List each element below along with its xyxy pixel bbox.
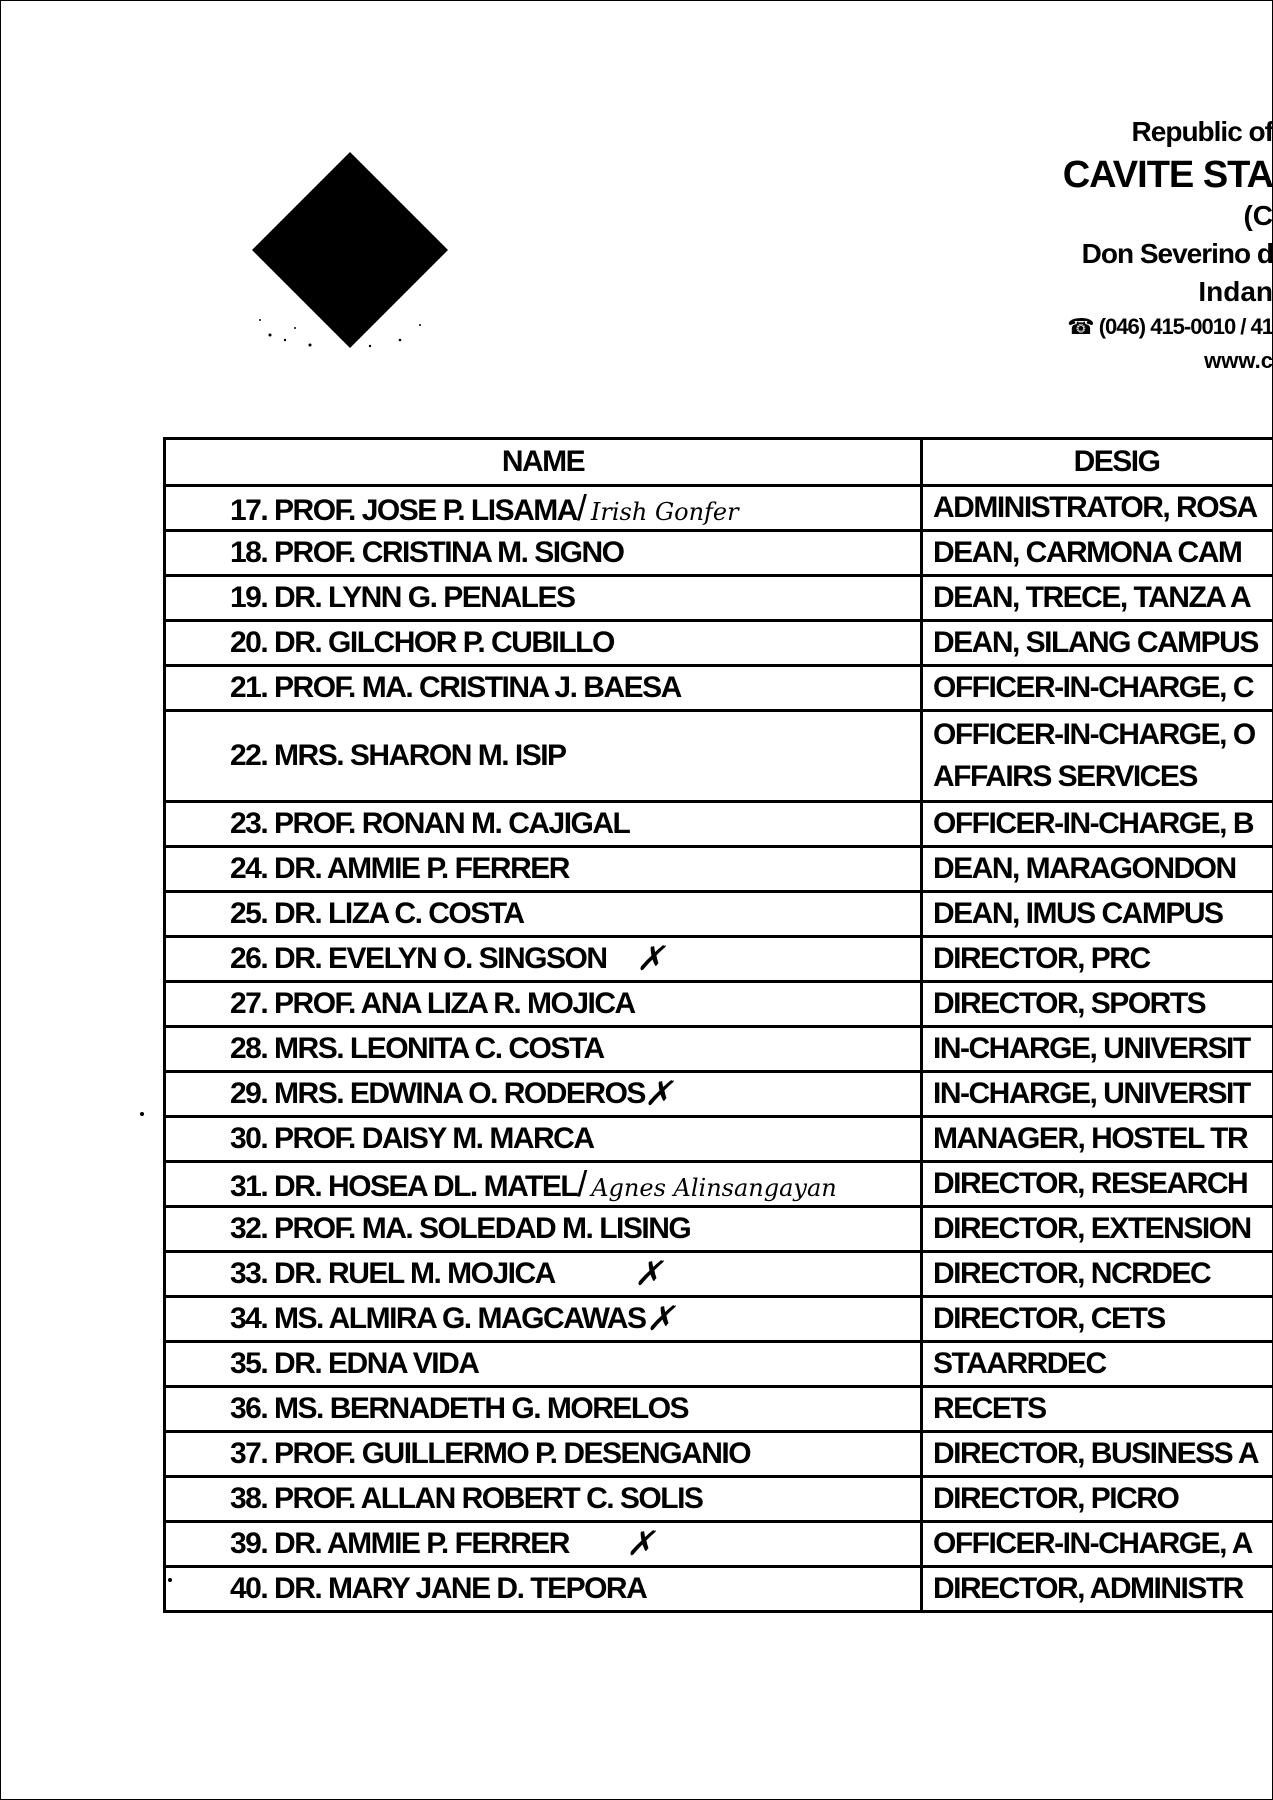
designation-cell (922, 711, 1273, 802)
attendee-name-cell (165, 711, 922, 802)
table-row (165, 1252, 1273, 1297)
stray-dot (140, 1112, 144, 1116)
attendee-name: 27. PROF. ANA LIZA R. MOJICA (230, 987, 635, 1020)
letterhead-campus: (C (1243, 200, 1273, 231)
attendee-name: 34. MS. ALMIRA G. MAGCAWAS (230, 1302, 646, 1335)
attendee-name-cell (165, 576, 922, 621)
attendee-name-cell (165, 937, 922, 982)
attendee-name: 33. DR. RUEL M. MOJICA (230, 1257, 555, 1290)
designation-text: DEAN, MARAGONDON (933, 852, 1236, 885)
letterhead-website: www.c (1204, 348, 1273, 373)
signature-divider: / (576, 487, 587, 528)
designation-cell (922, 1027, 1273, 1072)
designation-text: DIRECTOR, CETS (933, 1302, 1165, 1335)
table-row (165, 1432, 1273, 1477)
designation-text: DEAN, IMUS CAMPUS (933, 897, 1223, 930)
attendance-table (163, 437, 1273, 1613)
attendee-name: 38. PROF. ALLAN ROBERT C. SOLIS (230, 1482, 703, 1515)
attendee-name-cell (165, 1522, 922, 1567)
table-row (165, 1342, 1273, 1387)
attendee-name: 39. DR. AMMIE P. FERRER (230, 1527, 569, 1560)
table-row (165, 486, 1273, 531)
attendee-name-cell (165, 982, 922, 1027)
attendee-name: 31. DR. HOSEA DL. MATEL (230, 1170, 578, 1203)
table-row (165, 1387, 1273, 1432)
letterhead-phone: ☎ (046) 415-0010 / 41 (1067, 314, 1273, 339)
table-row (165, 847, 1273, 892)
table-row (165, 1072, 1273, 1117)
table-row (165, 666, 1273, 711)
designation-text: DIRECTOR, BUSINESS A (933, 1437, 1259, 1470)
handwritten-check-mark: ✗ (646, 1299, 675, 1339)
designation-text: IN-CHARGE, UNIVERSIT (933, 1077, 1250, 1110)
attendee-name-cell (165, 847, 922, 892)
designation-cell (922, 1162, 1273, 1207)
attendee-name: 36. MS. BERNADETH G. MORELOS (230, 1392, 689, 1425)
attendee-name-cell (165, 1117, 922, 1162)
attendee-name-cell (165, 1477, 922, 1522)
attendee-name: 37. PROF. GUILLERMO P. DESENGANIO (230, 1437, 751, 1470)
handwritten-check-mark: ✗ (626, 1524, 655, 1564)
designation-cell (922, 621, 1273, 666)
handwritten-signature: Irish Gonfer (590, 498, 739, 526)
attendee-name: 18. PROF. CRISTINA M. SIGNO (230, 536, 624, 569)
attendee-name: 20. DR. GILCHOR P. CUBILLO (230, 626, 614, 659)
designation-text: DIRECTOR, PRC (933, 942, 1150, 975)
designation-text: DIRECTOR, ADMINISTR (933, 1572, 1243, 1605)
designation-column-header: DESIG (922, 439, 1273, 486)
attendee-name: 30. PROF. DAISY M. MARCA (230, 1122, 594, 1155)
handwritten-signature: Agnes Alinsangayan (591, 1174, 837, 1202)
attendee-name-cell (165, 666, 922, 711)
designation-cell (922, 892, 1273, 937)
table-row (165, 937, 1273, 982)
handwritten-check-mark: ✗ (644, 1074, 673, 1114)
designation-text: OFFICER-IN-CHARGE, O (933, 718, 1255, 751)
attendee-name: 35. DR. EDNA VIDA (230, 1347, 479, 1380)
designation-text: OFFICER-IN-CHARGE, C (933, 671, 1253, 704)
designation-cell (922, 666, 1273, 711)
attendee-name-cell (165, 531, 922, 576)
designation-cell (922, 576, 1273, 621)
designation-cell (922, 1477, 1273, 1522)
designation-cell (922, 1297, 1273, 1342)
letterhead-address-line1: Don Severino d (1081, 238, 1273, 269)
letterhead-address-line2: Indan (1198, 276, 1273, 307)
designation-text: DIRECTOR, NCRDEC (933, 1257, 1211, 1290)
designation-cell (922, 1207, 1273, 1252)
attendee-name-cell (165, 1342, 922, 1387)
handwritten-check-mark: ✗ (634, 1254, 663, 1294)
table-row (165, 1162, 1273, 1207)
designation-cell (922, 531, 1273, 576)
designation-cell (922, 1567, 1273, 1612)
attendee-name-cell (165, 486, 922, 531)
attendee-name-cell (165, 1072, 922, 1117)
designation-cell (922, 1432, 1273, 1477)
designation-cell (922, 937, 1273, 982)
attendee-name-cell (165, 892, 922, 937)
table-row (165, 531, 1273, 576)
university-seal-logo (250, 150, 450, 350)
designation-cell (922, 1072, 1273, 1117)
designation-text: OFFICER-IN-CHARGE, A (933, 1527, 1252, 1560)
table-row (165, 576, 1273, 621)
table-row (165, 711, 1273, 802)
letterhead-university: CAVITE STA (1062, 154, 1273, 196)
attendee-name-cell (165, 1027, 922, 1072)
table-row (165, 802, 1273, 847)
letterhead (1013, 118, 1273, 372)
table-row (165, 1477, 1273, 1522)
signature-divider: / (577, 1163, 588, 1204)
attendee-name: 40. DR. MARY JANE D. TEPORA (230, 1572, 647, 1605)
attendee-name: 29. MRS. EDWINA O. RODEROS (230, 1077, 645, 1110)
attendee-name-cell (165, 1162, 922, 1207)
attendee-name: 23. PROF. RONAN M. CAJIGAL (230, 807, 630, 840)
designation-cell (922, 1387, 1273, 1432)
table-row (165, 1207, 1273, 1252)
designation-text-line2: AFFAIRS SERVICES (933, 760, 1197, 793)
designation-text: DEAN, TRECE, TANZA A (933, 581, 1251, 614)
designation-text: DIRECTOR, SPORTS (933, 987, 1206, 1020)
table-row (165, 1117, 1273, 1162)
designation-text: DEAN, SILANG CAMPUS (933, 626, 1258, 659)
attendee-name: 25. DR. LIZA C. COSTA (230, 897, 524, 930)
designation-text: RECETS (933, 1392, 1046, 1425)
attendee-name-cell (165, 1567, 922, 1612)
designation-cell (922, 1117, 1273, 1162)
attendee-name-cell (165, 1432, 922, 1477)
attendee-name-cell (165, 1387, 922, 1432)
letterhead-republic: Republic of (1131, 116, 1273, 147)
table-row (165, 1027, 1273, 1072)
table-body (165, 486, 1273, 1612)
attendee-name: 24. DR. AMMIE P. FERRER (230, 852, 569, 885)
designation-text: OFFICER-IN-CHARGE, B (933, 807, 1253, 840)
designation-text: DIRECTOR, EXTENSION (933, 1212, 1251, 1245)
table-row (165, 621, 1273, 666)
table-row (165, 892, 1273, 937)
attendee-name: 26. DR. EVELYN O. SINGSON (230, 942, 607, 975)
attendee-name: 22. MRS. SHARON M. ISIP (230, 739, 566, 772)
table-row (165, 1522, 1273, 1567)
designation-cell (922, 1342, 1273, 1387)
table-row (165, 1297, 1273, 1342)
attendee-name: 32. PROF. MA. SOLEDAD M. LISING (230, 1212, 691, 1245)
handwritten-check-mark: ✗ (636, 939, 665, 979)
designation-text: ADMINISTRATOR, ROSA (933, 491, 1257, 524)
attendee-name: 28. MRS. LEONITA C. COSTA (230, 1032, 604, 1065)
designation-text: MANAGER, HOSTEL TR (933, 1122, 1248, 1155)
designation-cell (922, 1252, 1273, 1297)
name-column-header: NAME (165, 439, 922, 486)
attendee-name-cell (165, 802, 922, 847)
designation-cell (922, 802, 1273, 847)
attendee-name: 17. PROF. JOSE P. LISAMA (230, 494, 577, 527)
designation-text: DIRECTOR, RESEARCH (933, 1167, 1248, 1200)
designation-cell (922, 1522, 1273, 1567)
table-header-row (165, 439, 1273, 486)
designation-cell (922, 982, 1273, 1027)
attendee-name-cell (165, 1252, 922, 1297)
designation-text: DEAN, CARMONA CAM (933, 536, 1242, 569)
attendee-name-cell (165, 1207, 922, 1252)
designation-text: DIRECTOR, PICRO (933, 1482, 1179, 1515)
designation-cell (922, 847, 1273, 892)
attendance-table-wrapper (163, 437, 1273, 1613)
designation-cell (922, 486, 1273, 531)
attendee-name: 21. PROF. MA. CRISTINA J. BAESA (230, 671, 681, 704)
table-row (165, 982, 1273, 1027)
attendee-name: 19. DR. LYNN G. PENALES (230, 581, 575, 614)
attendee-name-cell (165, 621, 922, 666)
attendee-name-cell (165, 1297, 922, 1342)
designation-text: STAARRDEC (933, 1347, 1106, 1380)
table-row (165, 1567, 1273, 1612)
designation-text: IN-CHARGE, UNIVERSIT (933, 1032, 1250, 1065)
